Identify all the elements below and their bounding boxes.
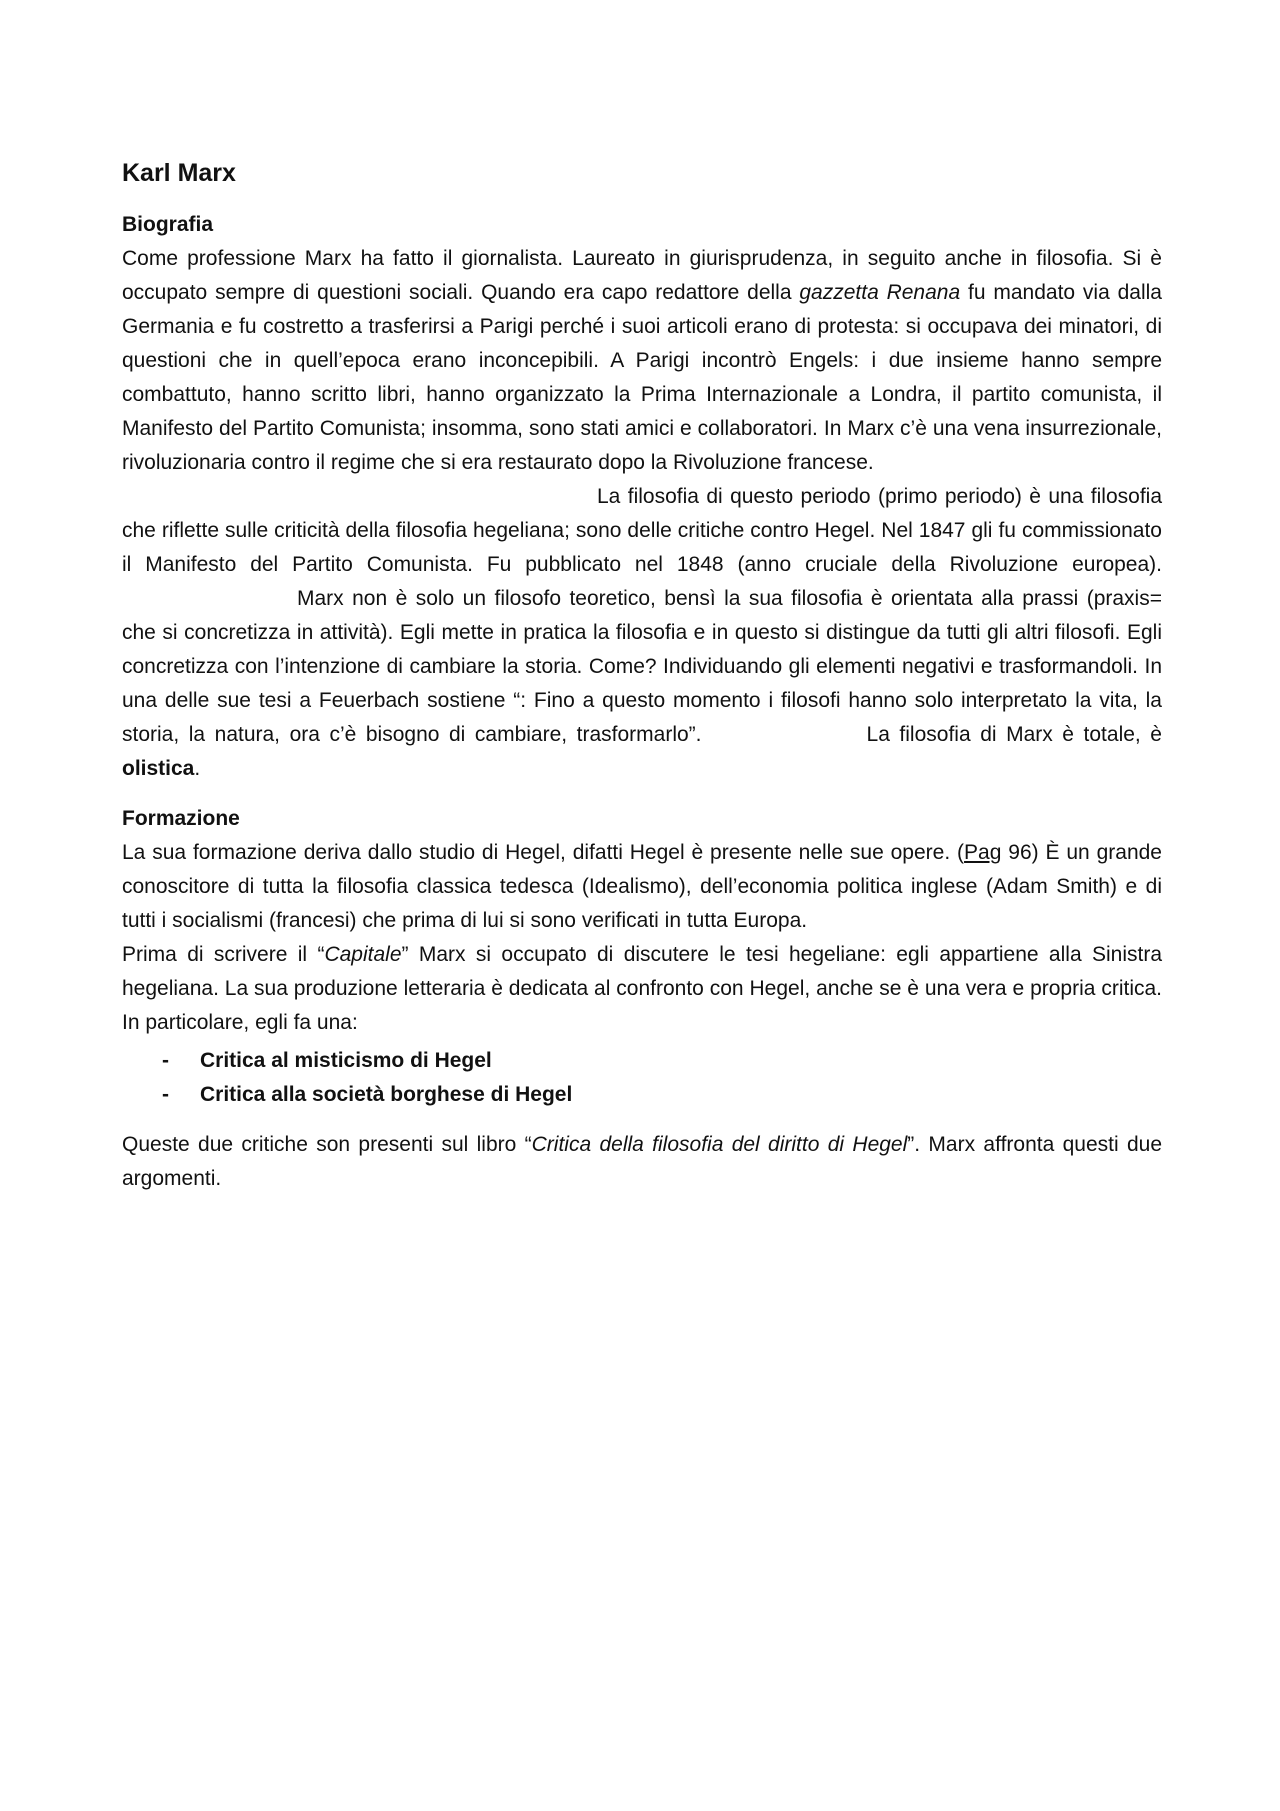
bold-text: olistica: [122, 757, 195, 780]
text-run: Queste due critiche son presenti sul libro “: [122, 1133, 532, 1156]
text-run: Marx non è solo un filosofo teoretico, bensì la sua filosofia è orientata alla prassi (praxis= che si concretizza in attività). Egli mette in pratica la filosofia e in questo si distingue da tutti gli altri filosofi. Egli concretizza con l’intenzione di cambiare la storia. Come? Individuando gli elementi negativi e trasformandoli. In una delle sue tesi a Feuerbach sostiene “: Fino a questo momento i filosofi hanno solo interpretato la vita, la storia, la natura, ora c’è bisogno di cambiare, trasformarlo”.: [122, 587, 1162, 746]
list-item-text: Critica al misticismo di Hegel: [200, 1049, 492, 1072]
text-run: La filosofia di questo periodo (primo periodo) è una filosofia che riflette sulle criticità della filosofia hegeliana; sono delle critiche contro Hegel. Nel 1847 gli fu commissionato il Manifesto del Partito Comunista. Fu pubblicato nel 1848 (anno cruciale della Rivoluzione europea).: [122, 485, 1162, 576]
text-run: Prima di scrivere il “: [122, 943, 325, 966]
page-reference-link[interactable]: Pag: [964, 841, 1002, 864]
biografia-paragraph-2: [122, 480, 1162, 786]
document-body: [122, 156, 1162, 1196]
section-heading-biografia: Biografia: [122, 213, 214, 236]
text-run: 96) È un grande conoscitore di tutta la filosofia classica tedesca (Idealismo), dell’economia politica inglese (Adam Smith) e di tutti i socialismi (francesi) che prima di lui si sono verificati in tutta Europa.: [122, 841, 1162, 932]
text-run: .: [194, 757, 201, 780]
text-run: Come professione Marx ha fatto il giornalista. Laureato in giurisprudenza, in seguito anche in filosofia. Si è occupato sempre di questioni sociali. Quando era capo redattore della: [122, 247, 1162, 304]
text-run: fu mandato via dalla Germania e fu costretto a trasferirsi a Parigi perché i suoi articoli erano di protesta: si occupava dei minatori, di questioni che in quell’epoca erano inconcepibili. A Parigi incontrò Engels: i due insieme hanno sempre combattuto, hanno scritto libri, hanno organizzato la Prima Internazionale a Londra, il partito comunista, il Manifesto del Partito Comunista; insomma, sono stati amici e collaboratori. In Marx c’è una vena insurrezionale, rivoluzionaria contro il regime che si era restaurato dopo la Rivoluzione francese.: [122, 281, 1162, 474]
page-title: Karl Marx: [122, 159, 236, 187]
list-dash: -: [162, 1049, 169, 1072]
list-item: [122, 1044, 1162, 1078]
section-biografia: [122, 208, 1162, 786]
section-heading-formazione: Formazione: [122, 807, 240, 830]
list-dash: -: [162, 1083, 169, 1106]
text-run: La filosofia di Marx è totale, è: [866, 723, 1162, 746]
italic-text: Critica della filosofia del diritto di Hegel: [531, 1133, 908, 1156]
list-item-text: Critica alla società borghese di Hegel: [200, 1083, 573, 1106]
section-formazione: [122, 802, 1162, 1196]
critiche-list: [122, 1044, 1162, 1112]
italic-text: gazzetta Renana: [799, 281, 961, 304]
text-run: ”. Marx affronta questi due argomenti.: [122, 1133, 1162, 1190]
italic-text: Capitale: [324, 943, 402, 966]
formazione-paragraph-2: [122, 938, 1162, 1040]
biografia-paragraph-1: [122, 242, 1162, 480]
formazione-paragraph-1: [122, 836, 1162, 938]
text-run: La sua formazione deriva dallo studio di Hegel, difatti Hegel è presente nelle sue opere. (: [122, 841, 965, 864]
formazione-paragraph-3: [122, 1128, 1162, 1196]
list-item: [122, 1078, 1162, 1112]
indent-spacer: [122, 485, 597, 508]
text-run: ” Marx si occupato di discutere le tesi hegeliane: egli appartiene alla Sinistra hegeliana. La sua produzione letteraria è dedicata al confronto con Hegel, anche se è una vera e propria critica. In particolare, egli fa una:: [122, 943, 1163, 1034]
